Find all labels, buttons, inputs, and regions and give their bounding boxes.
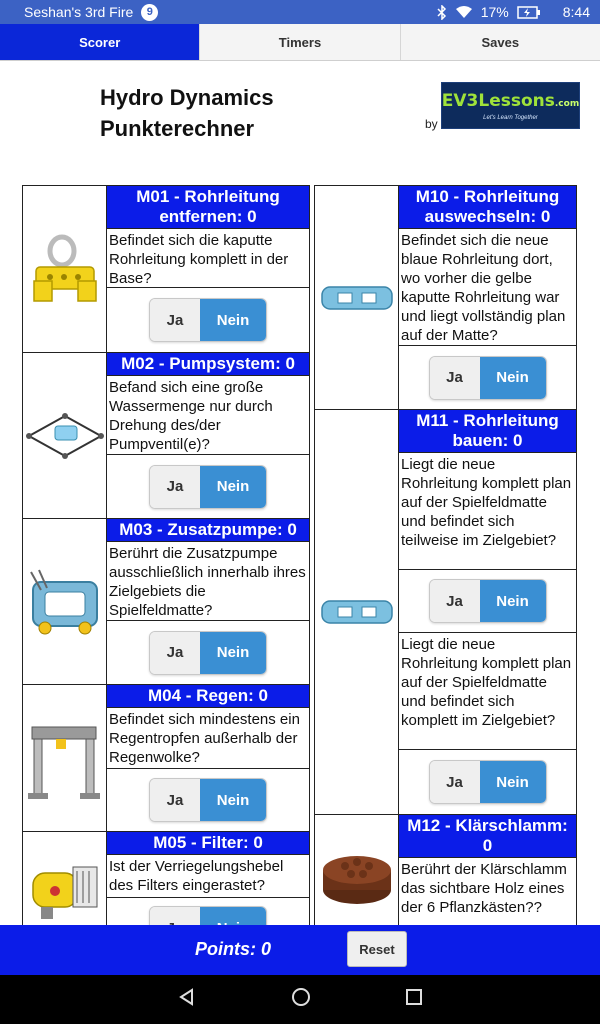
answer-toggle bbox=[149, 631, 267, 675]
status-bar bbox=[0, 0, 600, 24]
answer-toggle-row bbox=[107, 769, 309, 831]
system-navigation-bar bbox=[0, 975, 600, 1024]
pipe-blue-image bbox=[315, 410, 399, 814]
mission-m10 bbox=[314, 185, 577, 410]
mission-m03 bbox=[22, 519, 310, 685]
answer-toggle-row bbox=[107, 621, 309, 684]
home-icon[interactable] bbox=[291, 987, 311, 1012]
yes-button[interactable]: Ja bbox=[430, 580, 480, 622]
mission-question: Befindet sich die kaputte Rohrleitung komplett in der Base? bbox=[107, 228, 309, 288]
logo-tagline: Let's Learn Together bbox=[483, 114, 538, 121]
recent-apps-icon[interactable] bbox=[405, 988, 423, 1011]
mission-title: M02 - Pumpsystem: 0 bbox=[107, 353, 309, 375]
yes-button[interactable]: Ja bbox=[430, 761, 480, 803]
rain-image bbox=[23, 685, 107, 831]
reset-button[interactable]: Reset bbox=[347, 931, 407, 967]
answer-toggle bbox=[149, 298, 267, 342]
back-icon[interactable] bbox=[177, 987, 197, 1012]
pipe-blue-image bbox=[315, 186, 399, 409]
answer-toggle-row bbox=[399, 570, 576, 632]
no-button[interactable]: Nein bbox=[480, 580, 546, 622]
mission-title: M01 - Rohrleitung entfernen: 0 bbox=[107, 186, 309, 228]
page-title bbox=[100, 82, 274, 144]
ev3lessons-logo[interactable] bbox=[441, 82, 580, 129]
mission-question: Ist der Verriegelungshebel des Filters eingerastet? bbox=[107, 854, 309, 898]
mission-m02 bbox=[22, 353, 310, 519]
by-label: by bbox=[425, 117, 438, 131]
mission-m01 bbox=[22, 185, 310, 353]
mission-title: M10 - Rohrleitung auswechseln: 0 bbox=[399, 186, 576, 228]
no-button[interactable]: Nein bbox=[480, 357, 546, 399]
answer-toggle-row bbox=[399, 750, 576, 814]
notification-count-badge: 9 bbox=[141, 4, 158, 21]
mission-title: M04 - Regen: 0 bbox=[107, 685, 309, 707]
points-total: Points: 0 bbox=[195, 939, 272, 959]
mission-m12 bbox=[314, 815, 577, 935]
no-button[interactable]: Nein bbox=[480, 761, 546, 803]
answer-toggle bbox=[429, 760, 547, 804]
missions-right-column bbox=[314, 185, 577, 935]
tab-saves[interactable]: Saves bbox=[400, 24, 600, 60]
yes-button[interactable]: Ja bbox=[150, 779, 200, 821]
no-button[interactable]: Nein bbox=[200, 632, 266, 674]
answer-toggle-row bbox=[399, 346, 576, 409]
pump-system-image bbox=[23, 353, 107, 518]
mission-question: Liegt die neue Rohrleitung komplett plan auf der Spielfeldmatte und befindet sich teilweise im Zielgebiet? bbox=[399, 452, 576, 570]
mission-question: Berührt die Zusatzpumpe ausschließlich innerhalb ihres Zielgebiets die Spielfeldmatte? bbox=[107, 541, 309, 621]
extra-pump-image bbox=[23, 519, 107, 684]
battery-charging-icon bbox=[517, 6, 541, 19]
mission-m04 bbox=[22, 685, 310, 832]
missions-left-column bbox=[22, 185, 310, 952]
tab-bar bbox=[0, 24, 600, 61]
page-title-line2: Punkterechner bbox=[100, 116, 255, 141]
answer-toggle bbox=[149, 465, 267, 509]
mission-m11 bbox=[314, 410, 577, 815]
bluetooth-icon bbox=[437, 5, 447, 20]
mission-title: M05 - Filter: 0 bbox=[107, 832, 309, 854]
mission-title: M03 - Zusatzpumpe: 0 bbox=[107, 519, 309, 541]
mission-question: Befindet sich mindestens ein Regentropfen außerhalb der Regenwolke? bbox=[107, 707, 309, 769]
yes-button[interactable]: Ja bbox=[150, 632, 200, 674]
device-name: Seshan's 3rd Fire bbox=[24, 4, 134, 20]
no-button[interactable]: Nein bbox=[200, 779, 266, 821]
no-button[interactable]: Nein bbox=[200, 299, 266, 341]
answer-toggle bbox=[149, 778, 267, 822]
mission-title: M11 - Rohrleitung bauen: 0 bbox=[399, 410, 576, 452]
logo-wordmark: EV3Lessons.com bbox=[441, 90, 580, 111]
mission-question: Liegt die neue Rohrleitung komplett plan auf der Spielfeldmatte und befindet sich komplett im Zielgebiet? bbox=[399, 632, 576, 750]
yes-button[interactable]: Ja bbox=[430, 357, 480, 399]
clock: 8:44 bbox=[562, 4, 590, 20]
yes-button[interactable]: Ja bbox=[150, 466, 200, 508]
answer-toggle-row bbox=[107, 288, 309, 352]
tab-scorer[interactable]: Scorer bbox=[0, 24, 199, 60]
mission-title: M12 - Klärschlamm: 0 bbox=[399, 815, 576, 857]
battery-percent: 17% bbox=[480, 4, 509, 20]
tab-timers[interactable]: Timers bbox=[199, 24, 399, 60]
wifi-icon bbox=[455, 5, 473, 19]
no-button[interactable]: Nein bbox=[200, 466, 266, 508]
mission-question: Berührt der Klärschlamm das sichtbare Holz eines der 6 Pflanzkästen?? bbox=[399, 857, 576, 934]
answer-toggle bbox=[429, 579, 547, 623]
page-title-line1: Hydro Dynamics bbox=[100, 85, 274, 110]
mission-question: Befand sich eine große Wassermenge nur durch Drehung des/der Pumpventil(e)? bbox=[107, 375, 309, 455]
answer-toggle bbox=[429, 356, 547, 400]
score-bar bbox=[0, 925, 600, 975]
pipe-yellow-image bbox=[23, 186, 107, 352]
sludge-brick-image bbox=[315, 815, 399, 934]
answer-toggle-row bbox=[107, 455, 309, 518]
mission-question: Befindet sich die neue blaue Rohrleitung dort, wo vorher die gelbe kaputte Rohrleitung war und liegt vollständig plan auf der Matte? bbox=[399, 228, 576, 346]
yes-button[interactable]: Ja bbox=[150, 299, 200, 341]
